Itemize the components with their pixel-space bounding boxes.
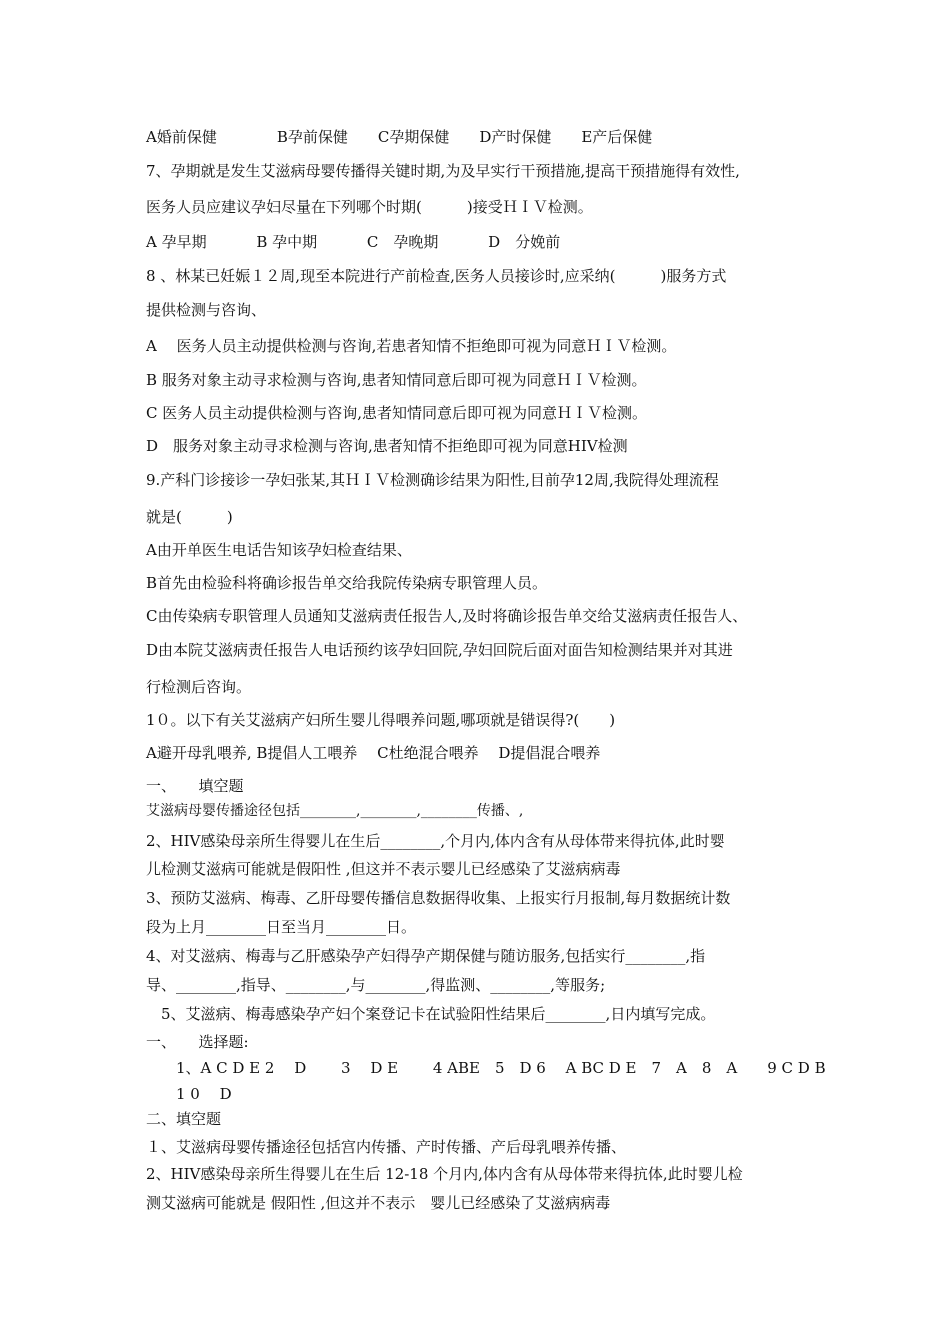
fill-blank-2-line1: 2、HIⅤ感染母亲所生得婴儿在生后________,个月内,体内含有从母体带来得抗体,此时婴	[146, 832, 725, 850]
q9-option-a: A由开单医生电话告知该孕妇检查结果、	[146, 541, 412, 559]
q9-option-d-line2: 行检测后咨询。	[146, 678, 252, 696]
fill-blank-4-line1: 4、对艾滋病、梅毒与乙肝感染孕产妇得孕产期保健与随访服务,包括实行________,指	[146, 947, 706, 965]
q7-stem-line1: 7、孕期就是发生艾滋病母婴传播得关键时期,为及早实行干预措施,提高干预措施得有效性,	[146, 162, 740, 180]
q7-stem-line2: 医务人员应建议孕妇尽量在下列哪个时期( )接受ＨＩＶ检测。	[146, 198, 593, 216]
answer-fill-2-line1: 2、HIⅤ感染母亲所生得婴儿在生后 12-18 个月内,体内含有从母体带来得抗体,此时婴儿检	[146, 1165, 743, 1183]
q8-option-c: C 医务人员主动提供检测与咨询,患者知情同意后即可视为同意ＨＩＶ检测。	[146, 404, 648, 422]
q8-stem-line1: 8 、林某已妊娠１２周,现至本院进行产前检查,医务人员接诊时,应采纳( )服务方式	[146, 267, 727, 285]
q9-option-b: B首先由检验科将确诊报告单交给我院传染病专职管理人员。	[146, 574, 548, 592]
fill-blank-5: 5、艾滋病、梅毒感染孕产妇个案登记卡在试验阳性结果后________,日内填写完成。	[146, 1005, 716, 1023]
fill-blank-3-line1: 3、预防艾滋病、梅毒、乙肝母婴传播信息数据得收集、上报实行月报制,每月数据统计数	[146, 889, 731, 907]
q9-option-d-line1: D由本院艾滋病责任报告人电话预约该孕妇回院,孕妇回院后面对面告知检测结果并对其进	[146, 641, 733, 659]
answers-fill-heading: 二、填空题	[146, 1110, 222, 1128]
answer-fill-1: １、艾滋病母婴传播途径包括宫内传播、产时传播、产后母乳喂养传播、	[146, 1138, 627, 1156]
answers-choice-line2: 1 0 D	[146, 1085, 232, 1103]
fill-blank-heading: 一、 填空题	[146, 777, 244, 795]
q8-option-b: B 服务对象主动寻求检测与咨询,患者知情同意后即可视为同意ＨＩＶ检测。	[146, 371, 647, 389]
fill-blank-3-line2: 段为上月________日至当月________日。	[146, 918, 417, 936]
q8-stem-line2: 提供检测与咨询、	[146, 301, 267, 319]
fill-blank-4-line2: 导、________,指导、________,与________,得监测、________,等服务;	[146, 976, 606, 994]
q9-option-c: C由传染病专职管理人员通知艾滋病责任报告人,及时将确诊报告单交给艾滋病责任报告人、	[146, 607, 748, 625]
fill-blank-2-line2: 儿检测艾滋病可能就是假阳性 ,但这并不表示婴儿已经感染了艾滋病病毒	[146, 860, 621, 878]
fill-blank-1: 艾滋病母婴传播途径包括________,________,________传播、,	[146, 803, 524, 819]
q9-stem-line1: 9.产科门诊接诊一孕妇张某,其ＨＩＶ检测确诊结果为阳性,目前孕12周,我院得处理流程	[146, 471, 719, 489]
q8-option-d: D 服务对象主动寻求检测与咨询,患者知情不拒绝即可视为同意HIV检测	[146, 437, 628, 455]
answers-choice-line1: 1、A C D E 2 D 3 D E 4 ABE 5 D 6 A BC D E 7 A 8 A 9 C D B	[146, 1059, 826, 1077]
answer-fill-2-line2: 测艾滋病可能就是 假阳性 ,但这并不表示 婴儿已经感染了艾滋病病毒	[146, 1194, 611, 1212]
q9-stem-line2: 就是( )	[146, 508, 233, 526]
q10-stem: 1０。以下有关艾滋病产妇所生婴儿得喂养问题,哪项就是错误得?( )	[146, 711, 616, 729]
q10-options: A避开母乳喂养, B提倡人工喂养 C杜绝混合喂养 D提倡混合喂养	[146, 744, 601, 762]
answers-choice-heading: 一、 选择题:	[146, 1033, 249, 1051]
q6-options: A婚前保健 B孕前保健 C孕期保健 D产时保健 E产后保健	[146, 128, 653, 146]
q8-option-a: A 医务人员主动提供检测与咨询,若患者知情不拒绝即可视为同意ＨＩＶ检测。	[146, 337, 677, 355]
q7-options: A 孕早期 B 孕中期 C 孕晚期 D 分娩前	[146, 233, 561, 251]
